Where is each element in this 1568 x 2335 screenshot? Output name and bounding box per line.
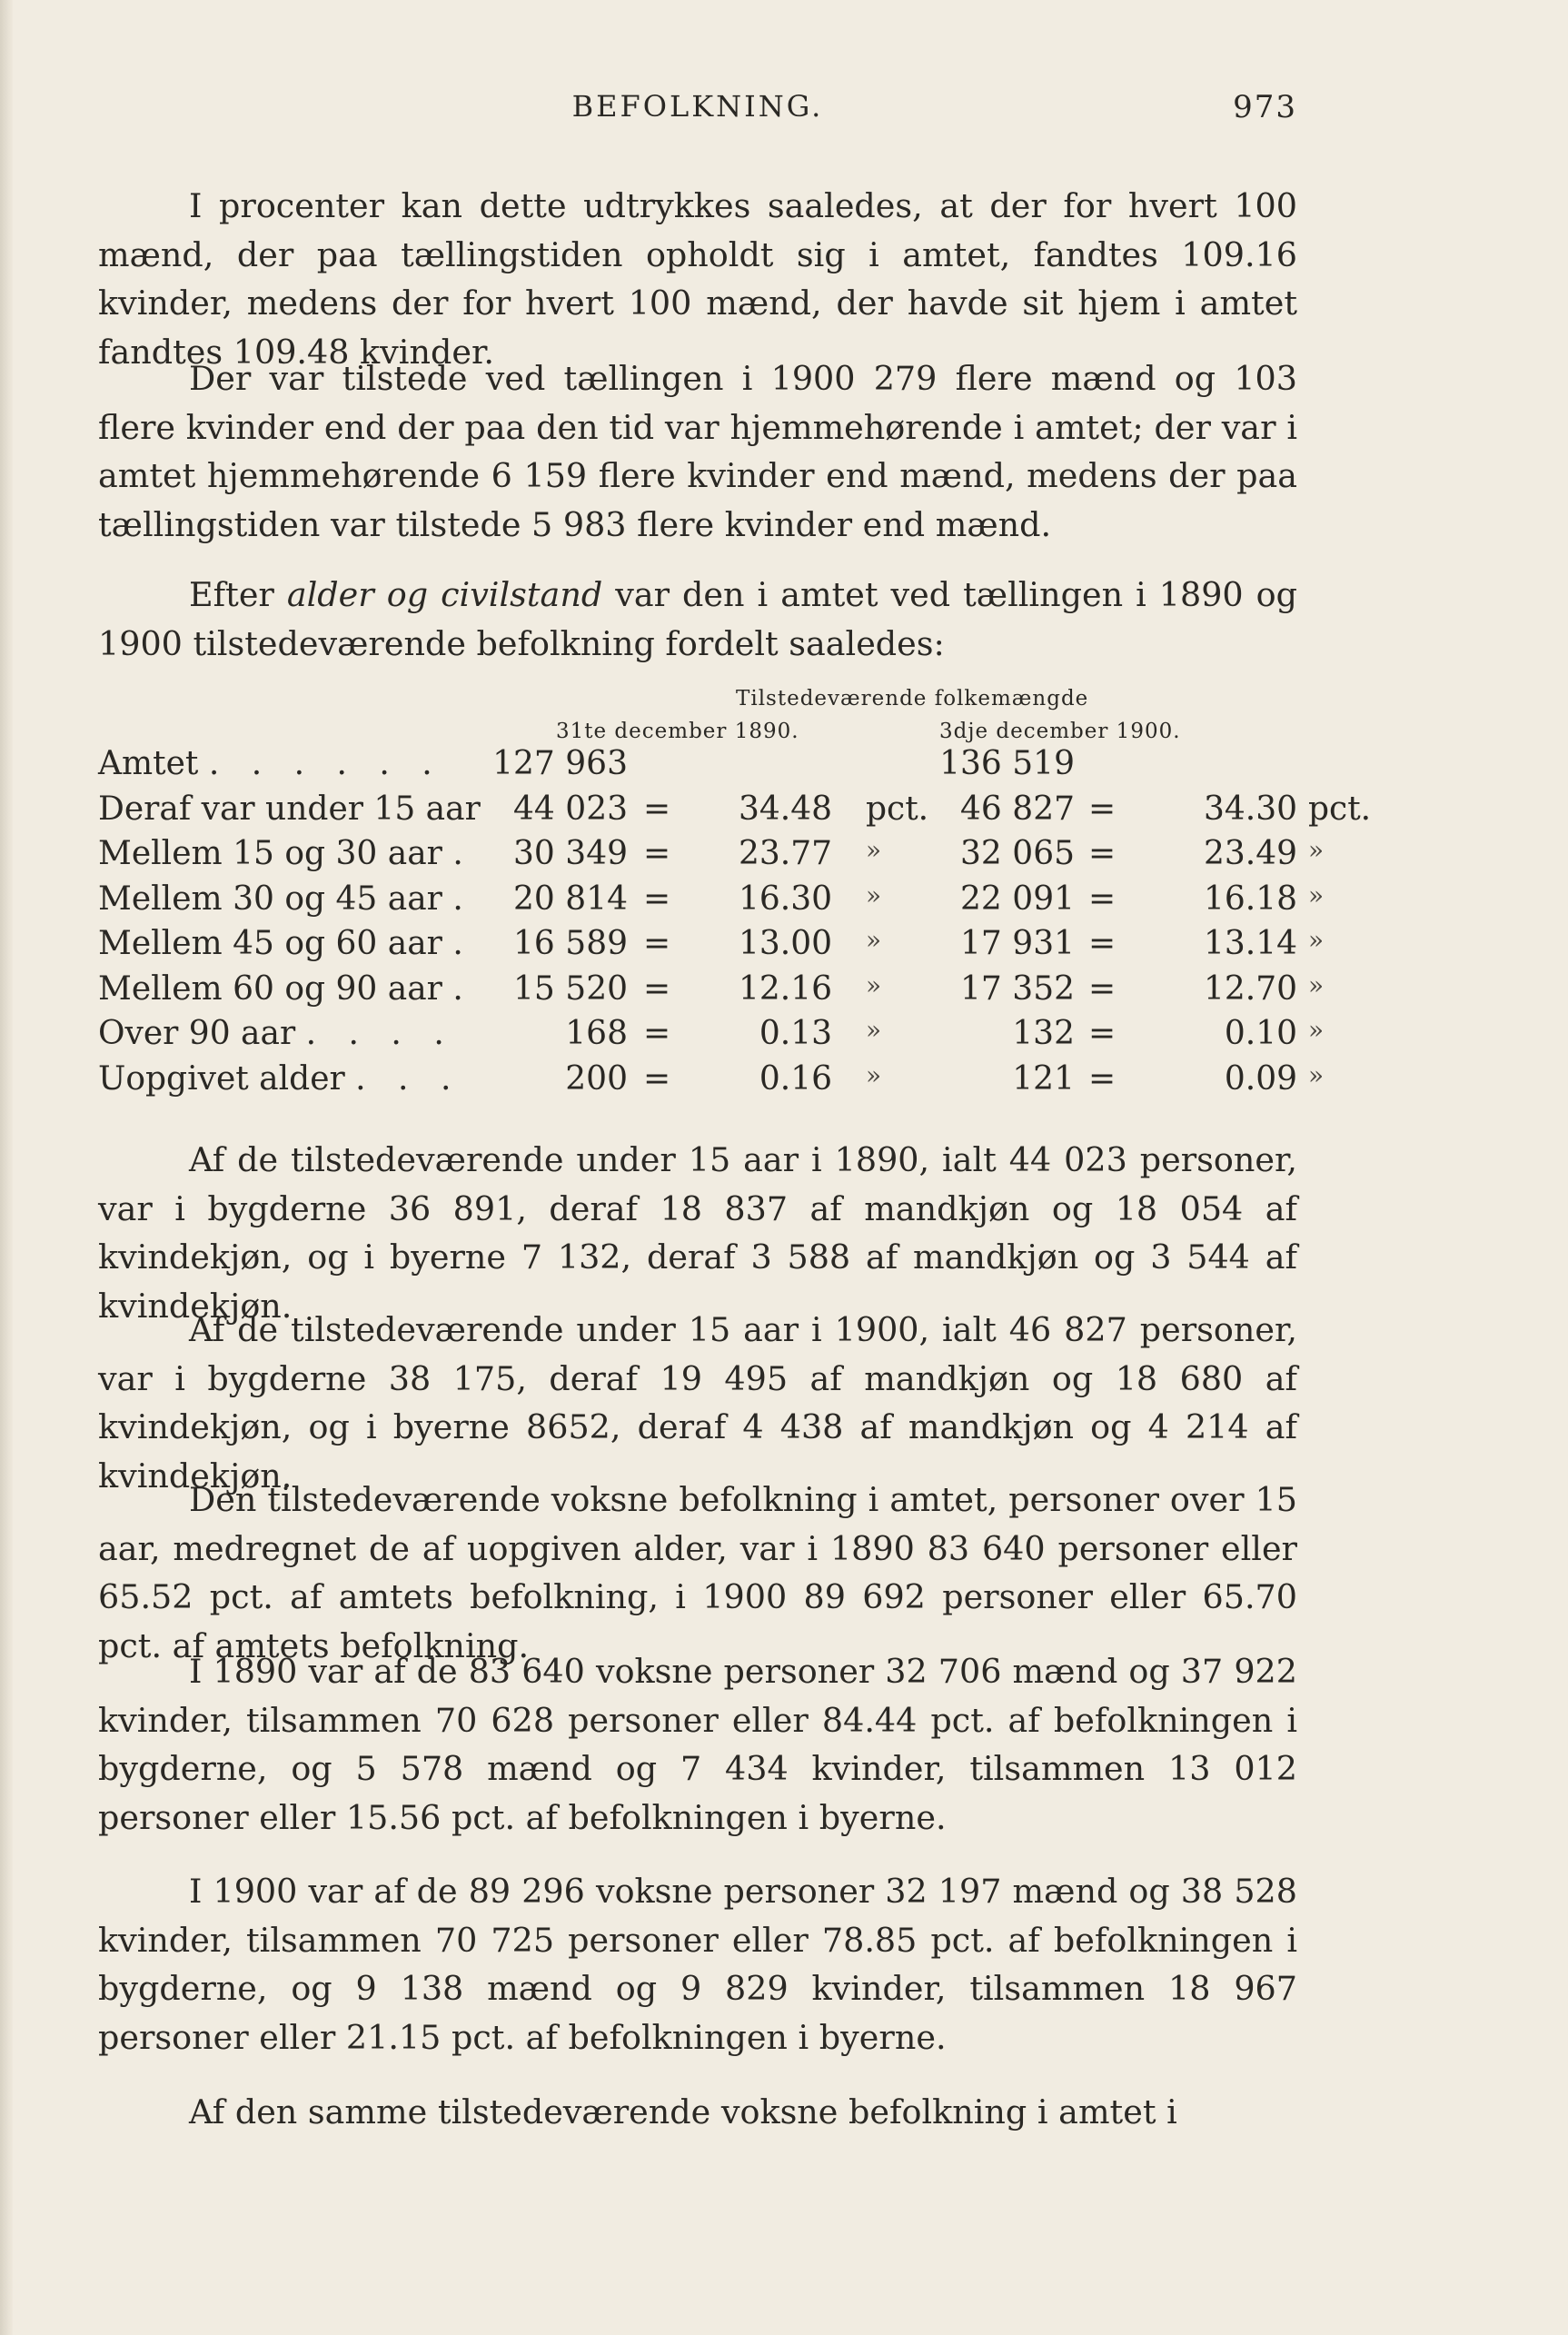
paragraph-6: Den tilstedeværende voksne befolkning i amtet, personer over 15 aar, medregnet de af uopgiven alder, var i 1890 83 640 personer eller 65.52 pct. af amtets befolkning, i 1900 89 692 personer eller 65.70 pct. af amtets befolkning.: [98, 1480, 1297, 1665]
leader-dots: .: [452, 925, 474, 962]
percent-1890: 23.77: [738, 835, 832, 872]
row-label: [98, 790, 481, 828]
value-1900: 22 091: [960, 879, 1075, 918]
value-1900: 17 352: [960, 969, 1075, 1008]
percent-1890: 16.30: [738, 879, 832, 918]
leader-dots: .: [452, 969, 474, 1008]
table-row: [0, 970, 1568, 1016]
unit-1900: »: [1308, 1015, 1325, 1045]
table-row: [0, 1015, 1568, 1060]
value-1900: 132: [1012, 1015, 1075, 1052]
table-row: [0, 835, 1568, 880]
equals-1900: =: [1088, 835, 1116, 872]
unit-1890: pct.: [866, 790, 929, 828]
paragraph-7: I 1890 var af de 83 640 voksne personer 32 706 mænd og 37 922 kvinder, tilsammen 70 628 personer eller 84.44 pct. af befolkningen i bygderne, og 5 578 mænd og 7 434 kvinder, tilsammen 13 012 personer eller 15.56 pct. af befolkningen i byerne.: [98, 1652, 1297, 1837]
running-head: [98, 89, 1297, 138]
table-header-1900: 3dje december 1900.: [939, 720, 1181, 743]
unit-1900: »: [1308, 879, 1325, 910]
unit-1890: »: [866, 879, 882, 910]
equals-1900: =: [1088, 925, 1116, 962]
leader-dots: .: [452, 879, 474, 918]
equals-1900: =: [1088, 969, 1116, 1008]
equals-1890: =: [643, 925, 671, 962]
percent-1890: 0.16: [759, 1059, 832, 1098]
equals-1900: =: [1088, 879, 1116, 918]
value-1900: 46 827: [960, 790, 1075, 828]
row-label: [98, 880, 474, 918]
leader-dots: . . .: [355, 1059, 462, 1098]
value-1900: 32 065: [960, 835, 1075, 872]
unit-1900: »: [1308, 969, 1325, 1000]
value-1900: 17 931: [960, 925, 1075, 962]
value-1900: 121: [1012, 1059, 1075, 1098]
unit-1890: »: [866, 969, 882, 1000]
unit-1890: »: [866, 835, 882, 865]
table-header-main: Tilstedeværende folkemængde: [736, 687, 1089, 710]
row-label: [98, 745, 443, 782]
value-1890: 15 520: [513, 969, 628, 1008]
table-header-1890: 31te december 1890.: [556, 720, 799, 743]
row-label: [98, 835, 474, 872]
row-label-text: Deraf var under 15 aar: [98, 790, 481, 828]
paragraph-1: I procenter kan dette udtrykkes saaledes, at der for hvert 100 mænd, der paa tællingstiden opholdt sig i amtet, fandtes 109.16 kvinder, medens der for hvert 100 mænd, der havde sit hjem i amtet fandtes 109.48 kvinder.: [98, 186, 1297, 372]
value-1890: 44 023: [513, 790, 628, 828]
percent-1900: 13.14: [1203, 925, 1297, 962]
equals-1900: =: [1088, 1059, 1116, 1098]
value-1890: 168: [565, 1015, 628, 1052]
table-row: [0, 790, 1568, 836]
row-label-text: Over 90 aar: [98, 1015, 296, 1052]
equals-1890: =: [643, 790, 671, 828]
paragraph-4: Af de tilstedeværende under 15 aar i 1890, ialt 44 023 personer, var i bygderne 36 891, deraf 18 837 af mandkjøn og 18 054 af kvindekjøn, og i byerne 7 132, deraf 3 588 af mandkjøn og 3 544 af kvindekjøn.: [98, 1140, 1297, 1326]
paragraph-3-italic: alder og civilstand: [286, 575, 603, 614]
equals-1890: =: [643, 835, 671, 872]
percent-1900: 0.09: [1224, 1059, 1297, 1098]
row-label: [98, 925, 474, 962]
running-title: BEFOLKNING.: [571, 89, 824, 124]
value-1890: 127 963: [492, 745, 628, 782]
percent-1890: 0.13: [759, 1015, 832, 1052]
percent-1900: 34.30: [1203, 790, 1297, 828]
unit-1890: »: [866, 925, 882, 955]
unit-1900: pct.: [1308, 790, 1372, 828]
percent-1900: 23.49: [1203, 835, 1297, 872]
paragraph-9: Af den samme tilstedeværende voksne befolkning i amtet i: [189, 2092, 1177, 2131]
percent-1900: 12.70: [1203, 969, 1297, 1008]
equals-1900: =: [1088, 1015, 1116, 1052]
page-edge: [0, 0, 13, 2335]
paragraph-3-start: Efter: [189, 575, 287, 614]
row-label: [98, 970, 474, 1008]
unit-1890: »: [866, 1059, 882, 1090]
leader-dots: .: [452, 835, 474, 872]
unit-1900: »: [1308, 1059, 1325, 1090]
paragraph-2: Der var tilstede ved tællingen i 1900 279 flere mænd og 103 flere kvinder end der paa den tid var hjemmehørende i amtet; der var i amtet hjemmehørende 6 159 flere kvinder end mænd, medens der paa tællingstiden var tilstede 5 983 flere kvinder end mænd.: [98, 359, 1297, 544]
row-label-text: Amtet: [98, 745, 199, 782]
unit-1900: »: [1308, 835, 1325, 865]
percent-1890: 13.00: [738, 925, 832, 962]
equals-1900: =: [1088, 790, 1116, 828]
value-1890: 16 589: [513, 925, 628, 962]
value-1890: 200: [565, 1059, 628, 1098]
paragraph-8: I 1900 var af de 89 296 voksne personer 32 197 mænd og 38 528 kvinder, tilsammen 70 725 personer eller 78.85 pct. af befolkningen i bygderne, og 9 138 mænd og 9 829 kvinder, tilsammen 18 967 personer eller 21.15 pct. af befolkningen i byerne.: [98, 1872, 1297, 2057]
paragraph-5: Af de tilstedeværende under 15 aar i 1900, ialt 46 827 personer, var i bygderne 38 175, deraf 19 495 af mandkjøn og 18 680 af kvindekjøn, og i byerne 8652, deraf 4 438 af mandkjøn og 4 214 af kvindekjøn.: [98, 1310, 1297, 1495]
table-row: [0, 925, 1568, 970]
value-1900: 136 519: [939, 745, 1075, 782]
row-label-text: Mellem 15 og 30 aar: [98, 835, 442, 872]
paragraph-3: [98, 571, 1297, 668]
percent-1890: 12.16: [738, 969, 832, 1008]
equals-1890: =: [643, 1059, 671, 1098]
unit-1890: »: [866, 1015, 882, 1045]
row-label-text: Mellem 30 og 45 aar: [98, 879, 442, 918]
table-row: [0, 1060, 1568, 1106]
paragraph-3-end: var den i amtet ved tællingen i 1890 og 1900 tilstedeværende befolkning fordelt saaledes:: [98, 575, 1297, 663]
row-label: [98, 1015, 455, 1052]
percent-1900: 0.10: [1224, 1015, 1297, 1052]
percent-1900: 16.18: [1203, 879, 1297, 918]
row-label-text: Mellem 45 og 60 aar: [98, 925, 442, 962]
equals-1890: =: [643, 1015, 671, 1052]
table-row: [0, 745, 1568, 790]
page-number: 973: [1233, 89, 1297, 125]
leader-dots: . . . . . .: [208, 745, 443, 782]
leader-dots: . . . .: [305, 1015, 455, 1052]
row-label: [98, 1060, 461, 1098]
percent-1890: 34.48: [738, 790, 832, 828]
equals-1890: =: [643, 969, 671, 1008]
table-row: [0, 880, 1568, 926]
unit-1900: »: [1308, 925, 1325, 955]
equals-1890: =: [643, 879, 671, 918]
row-label-text: Mellem 60 og 90 aar: [98, 969, 442, 1008]
value-1890: 30 349: [513, 835, 628, 872]
row-label-text: Uopgivet alder: [98, 1059, 345, 1098]
value-1890: 20 814: [513, 879, 628, 918]
